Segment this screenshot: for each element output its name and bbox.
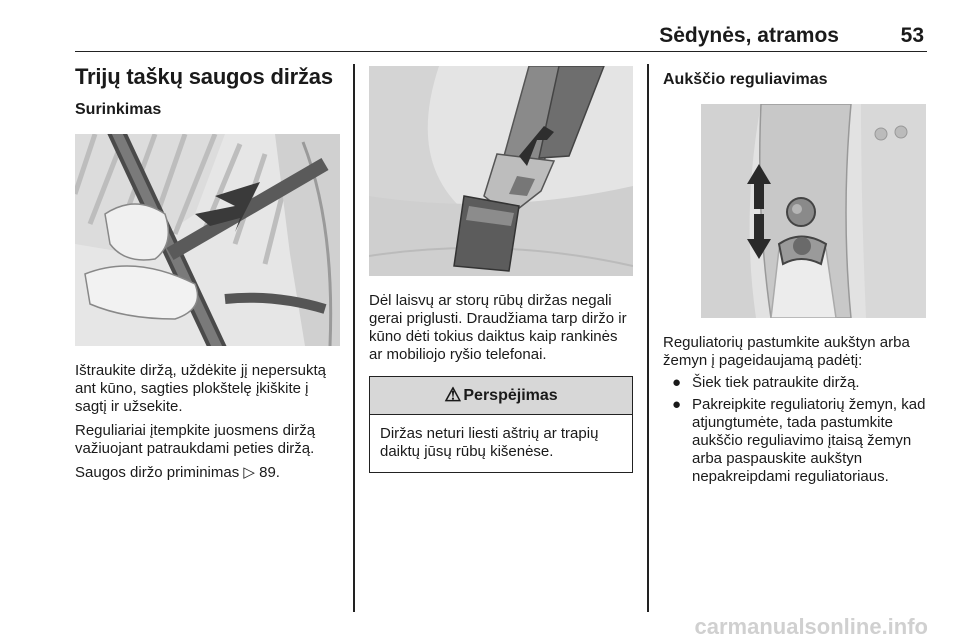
- section-title: Trijų taškų saugos diržas: [75, 64, 333, 89]
- subheading-assembly: Surinkimas: [75, 101, 162, 118]
- column-middle: [369, 66, 633, 473]
- reference-page: 89.: [259, 464, 280, 481]
- warning-text: Diržas neturi liesti aštrių ar trapių daiktų jūsų rūbų kišenėse.: [380, 425, 599, 460]
- instruction-list: [663, 374, 928, 486]
- warning-box: [369, 376, 633, 473]
- list-item-text: Šiek tiek patraukite diržą.: [692, 374, 860, 391]
- reminder-reference: [75, 464, 340, 482]
- page-header-title: Sėdynės, atramos: [659, 24, 839, 47]
- page-number: 53: [900, 24, 924, 47]
- warning-triangle-icon: ⚠: [444, 385, 462, 406]
- paragraph: Dėl laisvų ar storų rūbų diržas negali gerai priglusti. Draudžiama tarp diržo ir kūno dėti tokius daiktus kaip rankinės ar mobiliojo ryšio telefonai.: [369, 292, 627, 363]
- height-adjuster-illustration: [701, 104, 926, 318]
- paragraph: Reguliariai įtempkite juosmens diržą važiuojant patraukdami peties diržą.: [75, 422, 316, 457]
- column-right: [663, 66, 928, 486]
- list-item-text: Pakreipkite reguliatorių žemyn, kad atjungtumėte, tada pastumkite aukščio reguliavimo įtaisą žemyn arba paspauskite aukštyn nepakreipdami reguliatoriaus.: [692, 396, 926, 485]
- reminder-text: Saugos diržo priminimas: [75, 464, 240, 481]
- column-left: [75, 62, 340, 482]
- bullet-icon: ●: [672, 374, 682, 391]
- bullet-icon: ●: [672, 396, 682, 413]
- watermark: carmanualsonline.info: [694, 614, 928, 639]
- list-item: [663, 374, 928, 392]
- list-item: [663, 396, 928, 486]
- paragraph: Ištraukite diržą, uždėkite jį nepersuktą ant kūno, sagties plokštelę įkiškite į sagtį ir užsekite.: [75, 362, 326, 415]
- paragraph: Reguliatorių pastumkite aukštyn arba žemyn į pageidaujamą padėtį:: [663, 334, 910, 369]
- seatbelt-buckle-illustration: [369, 66, 633, 276]
- column-divider: [647, 64, 649, 612]
- warning-title: Perspėjimas: [463, 386, 558, 404]
- arrow-ref-icon: ▷: [243, 464, 255, 481]
- warning-header: [370, 377, 632, 415]
- page-header: [75, 20, 927, 52]
- subheading-height-adjustment: Aukščio reguliavimas: [663, 71, 828, 88]
- column-divider: [353, 64, 355, 612]
- seatbelt-fastening-illustration: [75, 134, 340, 346]
